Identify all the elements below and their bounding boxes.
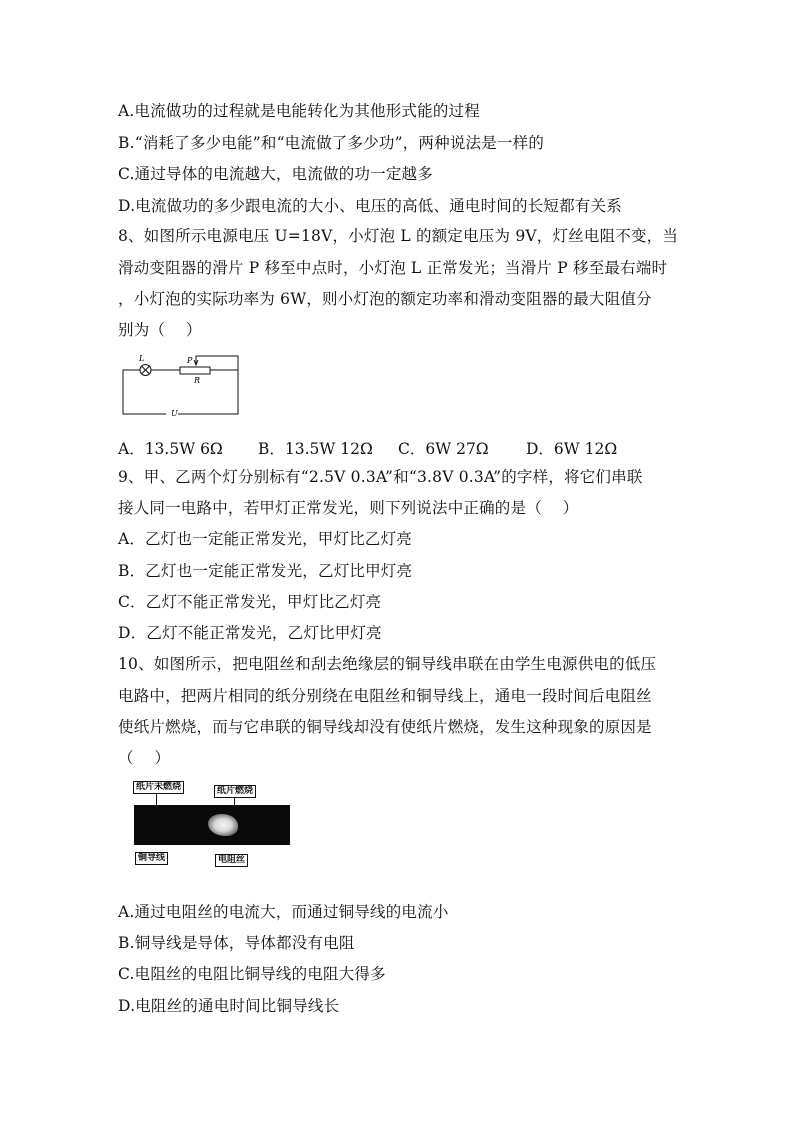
q10-option-a: A.通过电阻丝的电流大，而通过铜导线的电流小	[118, 903, 449, 921]
q10-stem-line-1: 10、如图所示，把电阻丝和刮去绝缘层的铜导线串联在由学生电源供电的低压	[118, 655, 657, 673]
q9-stem-line-2: 接人同一电路中，若甲灯正常发光，则下列说法中正确的是（ ）	[118, 499, 579, 517]
q8-stem-line-2: 滑动变阻器的滑片 P 移至中点时，小灯泡 L 正常发光；当滑片 P 移至最右端时	[118, 259, 668, 277]
lamp-label: L	[139, 354, 145, 363]
label-resistance-wire: 电阻丝	[215, 854, 248, 867]
q10-stem-line-2: 电路中，把两片相同的纸分别绕在电阻丝和铜导线上，通电一段时间后电阻丝	[118, 687, 652, 705]
q9-option-c: C．乙灯不能正常发光，甲灯比乙灯亮	[118, 593, 382, 611]
voltage-label: U	[171, 409, 178, 418]
q10-option-c: C.电阻丝的电阻比铜导线的电阻大得多	[118, 965, 386, 983]
q7-option-d: D.电流做功的多少跟电流的大小、电压的高低、通电时间的长短都有关系	[118, 197, 622, 215]
q9-option-a: A．乙灯也一定能正常发光，甲灯比乙灯亮	[118, 530, 412, 548]
q10-option-d: D.电阻丝的通电时间比铜导线长	[118, 997, 340, 1015]
q9-option-d: D．乙灯不能正常发光，乙灯比甲灯亮	[118, 624, 382, 642]
q8-stem-line-4: 别为（ ）	[118, 321, 202, 339]
q9-stem-line-1: 9、甲、乙两个灯分别标有“2.5V 0.3A”和“3.8V 0.3A”的字样，将它们串联	[118, 468, 643, 486]
q8-stem-line-1: 8、如图所示电源电压 U=18V，小灯泡 L 的额定电压为 9V，灯丝电阻不变，当	[118, 227, 679, 245]
circuit-diagram	[118, 350, 242, 420]
q7-option-b: B.“消耗了多少电能”和“电流做了多少功”，两种说法是一样的	[118, 134, 545, 152]
slider-label: P	[187, 356, 193, 365]
experiment-photo	[132, 778, 290, 868]
q8-options	[118, 437, 678, 457]
label-pointer	[156, 792, 157, 806]
q8-option-a: A．13.5W 6Ω	[118, 440, 223, 458]
q10-option-b: B.铜导线是导体，导体都没有电阻	[118, 934, 355, 952]
resistor-label: R	[194, 376, 201, 385]
q8-option-b: B．13.5W 12Ω	[258, 440, 373, 458]
q8-stem-line-3: ，小灯泡的实际功率为 6W，则小灯泡的额定功率和滑动变阻器的最大阻值分	[118, 290, 652, 308]
q8-option-d: D．6W 12Ω	[526, 440, 618, 458]
label-copper-wire: 铜导线	[135, 852, 168, 865]
label-paper-burning: 纸片燃烧	[214, 785, 256, 798]
q7-option-a: A.电流做功的过程就是电能转化为其他形式能的过程	[118, 102, 480, 120]
q10-stem-line-3: 使纸片燃烧，而与它串联的铜导线却没有使纸片燃烧，发生这种现象的原因是	[118, 718, 652, 736]
lamp-icon	[140, 365, 151, 376]
q10-stem-line-4: （ ）	[118, 749, 171, 767]
label-paper-unburned: 纸片未燃烧	[133, 781, 184, 794]
q7-option-c: C.通过导体的电流越大，电流做的功一定越多	[118, 165, 433, 183]
q9-option-b: B．乙灯也一定能正常发光，乙灯比甲灯亮	[118, 562, 413, 580]
q8-option-c: C．6W 27Ω	[398, 440, 489, 458]
